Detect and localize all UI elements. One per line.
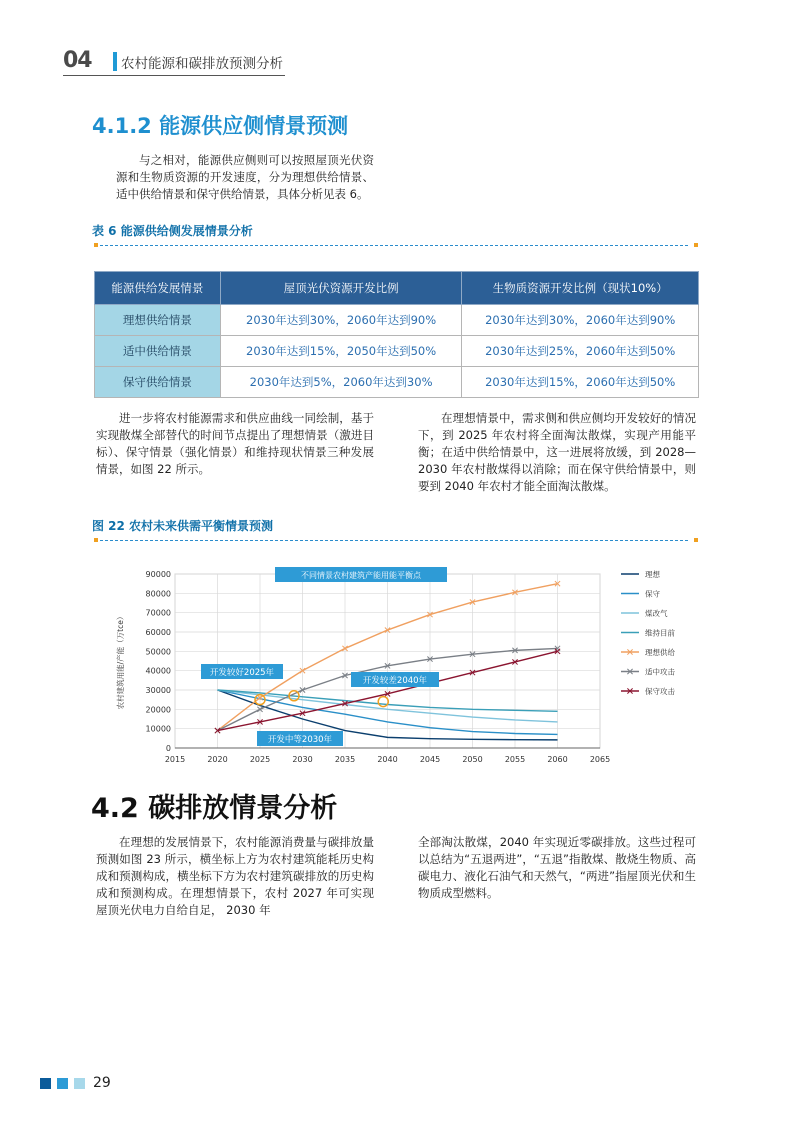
chapter-accent-bar [113, 52, 117, 71]
table-header-cell: 屋顶光伏资源开发比例 [220, 272, 462, 305]
table-header-row [95, 272, 699, 305]
table-header-cell: 生物质资源开发比例（现状10%） [462, 272, 699, 305]
page-square-mid [57, 1078, 68, 1089]
section-4-2-left-paragraph: 在理想的发展情景下，农村能源消费量与碳排放量预测如图 23 所示，横坐标上方为农村建筑能耗历史构成和预测构成，横坐标下方为农村建筑碳排放的历史构成和预测构成。在理想情景下，农村 2027 年可实现屋顶光伏电力自给自足， 2030 年 [96, 835, 374, 917]
supply-scenario-table [94, 271, 699, 398]
section-heading-4-1-2: 4.1.2 能源供应侧情景预测 [92, 114, 349, 138]
caption-rule [100, 245, 688, 246]
rule-dot-left [94, 243, 98, 247]
table-cell: 2030年达到30%，2060年达到90% [462, 305, 699, 336]
section-intro-paragraph: 与之相对，能源供应侧则可以按照屋顶光伏资源和生物质资源的开发速度，分为理想供给情景、适中供给情景和保守供给情景，具体分析见表 6。 [116, 153, 374, 201]
supply-demand-chart [105, 558, 695, 773]
table-cell: 2030年达到30%，2060年达到90% [220, 305, 462, 336]
table-cell: 2030年达到5%，2060年达到30% [220, 367, 462, 398]
y-tick-label: 70000 [145, 608, 171, 618]
figure-caption: 图 22 农村未来供需平衡情景预测 [92, 519, 274, 533]
body-left-paragraph: 进一步将农村能源需求和供应曲线一同绘制，基于实现散煤全部替代的时间节点提出了理想情景（激进目标）、保守情景（强化情景）和维持现状情景三种发展情景，如图 22 所示。 [96, 411, 374, 476]
x-tick-label: 2030 [292, 755, 313, 764]
rule-dot-right [694, 243, 698, 247]
x-tick-label: 2020 [207, 755, 228, 764]
y-tick-label: 30000 [145, 686, 171, 695]
y-tick-label: 40000 [145, 666, 171, 676]
legend-label: 维持目前 [645, 628, 675, 638]
annotation-label: 开发中等2030年 [267, 735, 333, 745]
table-cell: 2030年达到15%，2050年达到50% [220, 336, 462, 367]
y-tick-label: 90000 [145, 570, 171, 579]
y-tick-label: 0 [165, 744, 171, 753]
page-square-light [74, 1078, 85, 1089]
body-right-paragraph: 在理想情景中，需求侧和供应侧均开发较好的情况下，到 2025 年农村将全面淘汰散煤，实现产用能平衡；在适中供给情景中，这一进展将放缓，到 2028—2030 年农村散煤得以消除；而在保守供给情景中，则要到 2040 年农村才能全面淘汰散煤。 [418, 411, 696, 493]
table-row-header: 保守供给情景 [95, 367, 221, 398]
section-heading-4-2: 4.2 碳排放情景分析 [91, 793, 338, 824]
y-tick-label: 60000 [145, 628, 171, 637]
table-cell: 2030年达到15%，2060年达到50% [462, 367, 699, 398]
table-row [95, 367, 699, 398]
annotation-label: 开发较好2025年 [209, 668, 275, 678]
table-cell: 2030年达到25%，2060年达到50% [462, 336, 699, 367]
x-tick-label: 2055 [504, 755, 526, 764]
legend-label: 理想 [645, 570, 660, 579]
x-tick-label: 2015 [164, 755, 186, 764]
table-header-cell: 能源供给发展情景 [95, 272, 221, 305]
chapter-number: 04 [63, 48, 92, 73]
section-4-2-right-paragraph: 全部淘汰散煤，2040 年实现近零碳排放。这些过程可以总结为“五退两进”，“五退”指散煤、散烧生物质、高碳电力、液化石油气和天然气，“两进”指屋顶光伏和生物质成型燃料。 [418, 835, 696, 900]
x-tick-label: 2045 [419, 755, 441, 764]
y-tick-label: 50000 [145, 647, 171, 657]
table-row [95, 305, 699, 336]
header-underline [63, 75, 285, 76]
x-tick-label: 2040 [377, 755, 398, 764]
x-tick-label: 2065 [589, 755, 611, 764]
table-caption: 表 6 能源供给侧发展情景分析 [92, 224, 253, 238]
annotation-label: 开发较差2040年 [362, 676, 428, 686]
legend-label: 理想供给 [645, 648, 675, 657]
page-number: 29 [93, 1075, 111, 1091]
y-tick-label: 10000 [145, 724, 171, 734]
table-row-header: 适中供给情景 [95, 336, 221, 367]
legend-label: 保守 [645, 589, 660, 599]
legend-label: 保守攻击 [645, 687, 675, 696]
table-row [95, 336, 699, 367]
legend-label: 煤改气 [645, 609, 668, 618]
legend-label: 适中攻击 [645, 667, 675, 677]
table-row-header: 理想供给情景 [95, 305, 221, 336]
x-tick-label: 2060 [547, 755, 568, 764]
y-tick-label: 20000 [145, 705, 171, 715]
chapter-title: 农村能源和碳排放预测分析 [121, 56, 283, 72]
figure-caption-rule [100, 540, 688, 541]
figure-rule-dot-right [694, 538, 698, 542]
annotation-banner-label: 不同情景农村建筑产能用能平衡点 [301, 571, 421, 580]
x-tick-label: 2035 [334, 755, 356, 764]
y-axis-label: 农村建筑用能/产能（万tce） [116, 612, 125, 710]
x-tick-label: 2050 [462, 755, 483, 764]
page-square-dark [40, 1078, 51, 1089]
y-tick-label: 80000 [145, 589, 171, 599]
figure-rule-dot-left [94, 538, 98, 542]
x-tick-label: 2025 [249, 755, 271, 764]
